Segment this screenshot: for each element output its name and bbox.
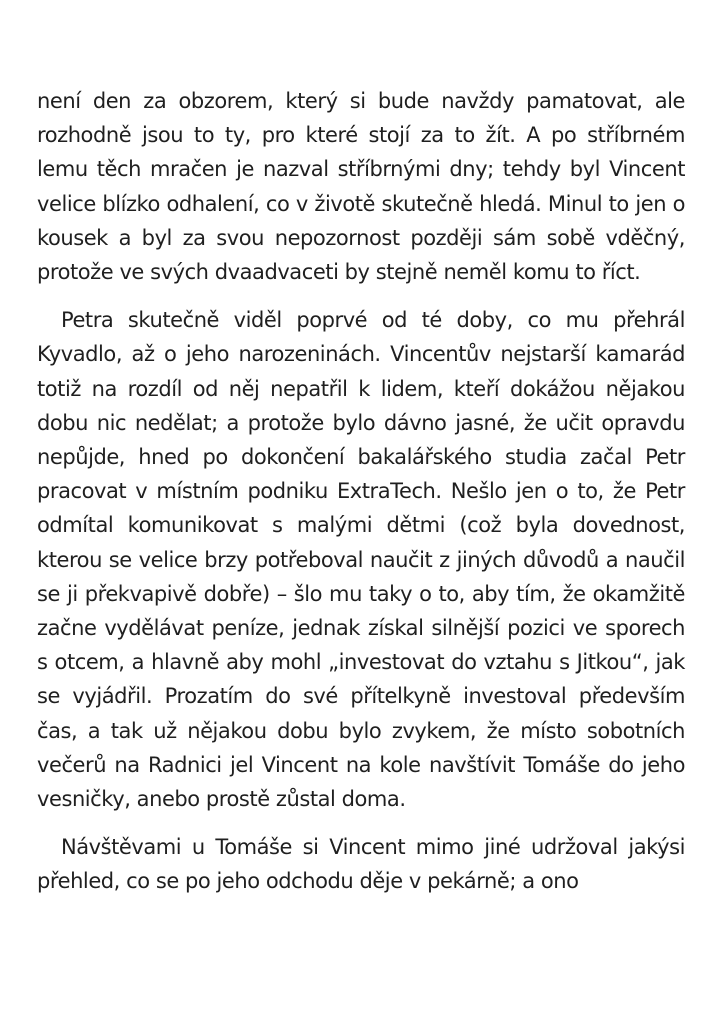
body-text <box>37 84 685 913</box>
paragraph-1: není den za obzorem, který si bude navždy pamatovat, ale rozhodně jsou to ty, pro které stojí za to žít. A po stříbrném lemu těch mračen je nazval stříbrnými dny; tehdy byl Vincent velice blízko odhalení, co v životě skutečně hledá. Minul to jen o kousek a byl za svou nepozornost později sám sobě vděčný, protože ve svých dvaadvaceti by stejně neměl komu to říct. <box>37 89 685 285</box>
paragraph-2: Petra skutečně viděl poprvé od té doby, co mu přehrál Kyvadlo, až o jeho narozeninách. Vincentův nejstarší kamarád totiž na rozdíl od něj nepatřil k lidem, kteří dokážou nějakou dobu nic nedělat; a protože bylo dávno jasné, že učit opravdu nepůjde, hned po dokončení bakalářského studia začal Petr pracovat v místním podniku ExtraTech. Nešlo jen o to, že Petr odmítal komunikovat s malými dětmi (což byla dovednost, kterou se velice brzy potřeboval naučit z jiných důvodů a naučil se ji překvapivě dobře) – šlo mu taky o to, aby tím, že okamžitě začne vydělávat peníze, jednak získal silnější pozici ve sporech s otcem, a hlavně aby mohl „investovat do vztahu s Jitkou“, jak se vyjádřil. Prozatím do své přítelkyně investoval především čas, a tak už nějakou dobu bylo zvykem, že místo sobotních večerů na Radnici jel Vincent na kole navštívit Tomáše do jeho vesničky, anebo prostě zůstal doma. <box>37 308 685 812</box>
paragraph-3: Návštěvami u Tomáše si Vincent mimo jiné udržoval jakýsi přehled, co se po jeho odchodu děje v pekárně; a ono <box>37 835 685 894</box>
